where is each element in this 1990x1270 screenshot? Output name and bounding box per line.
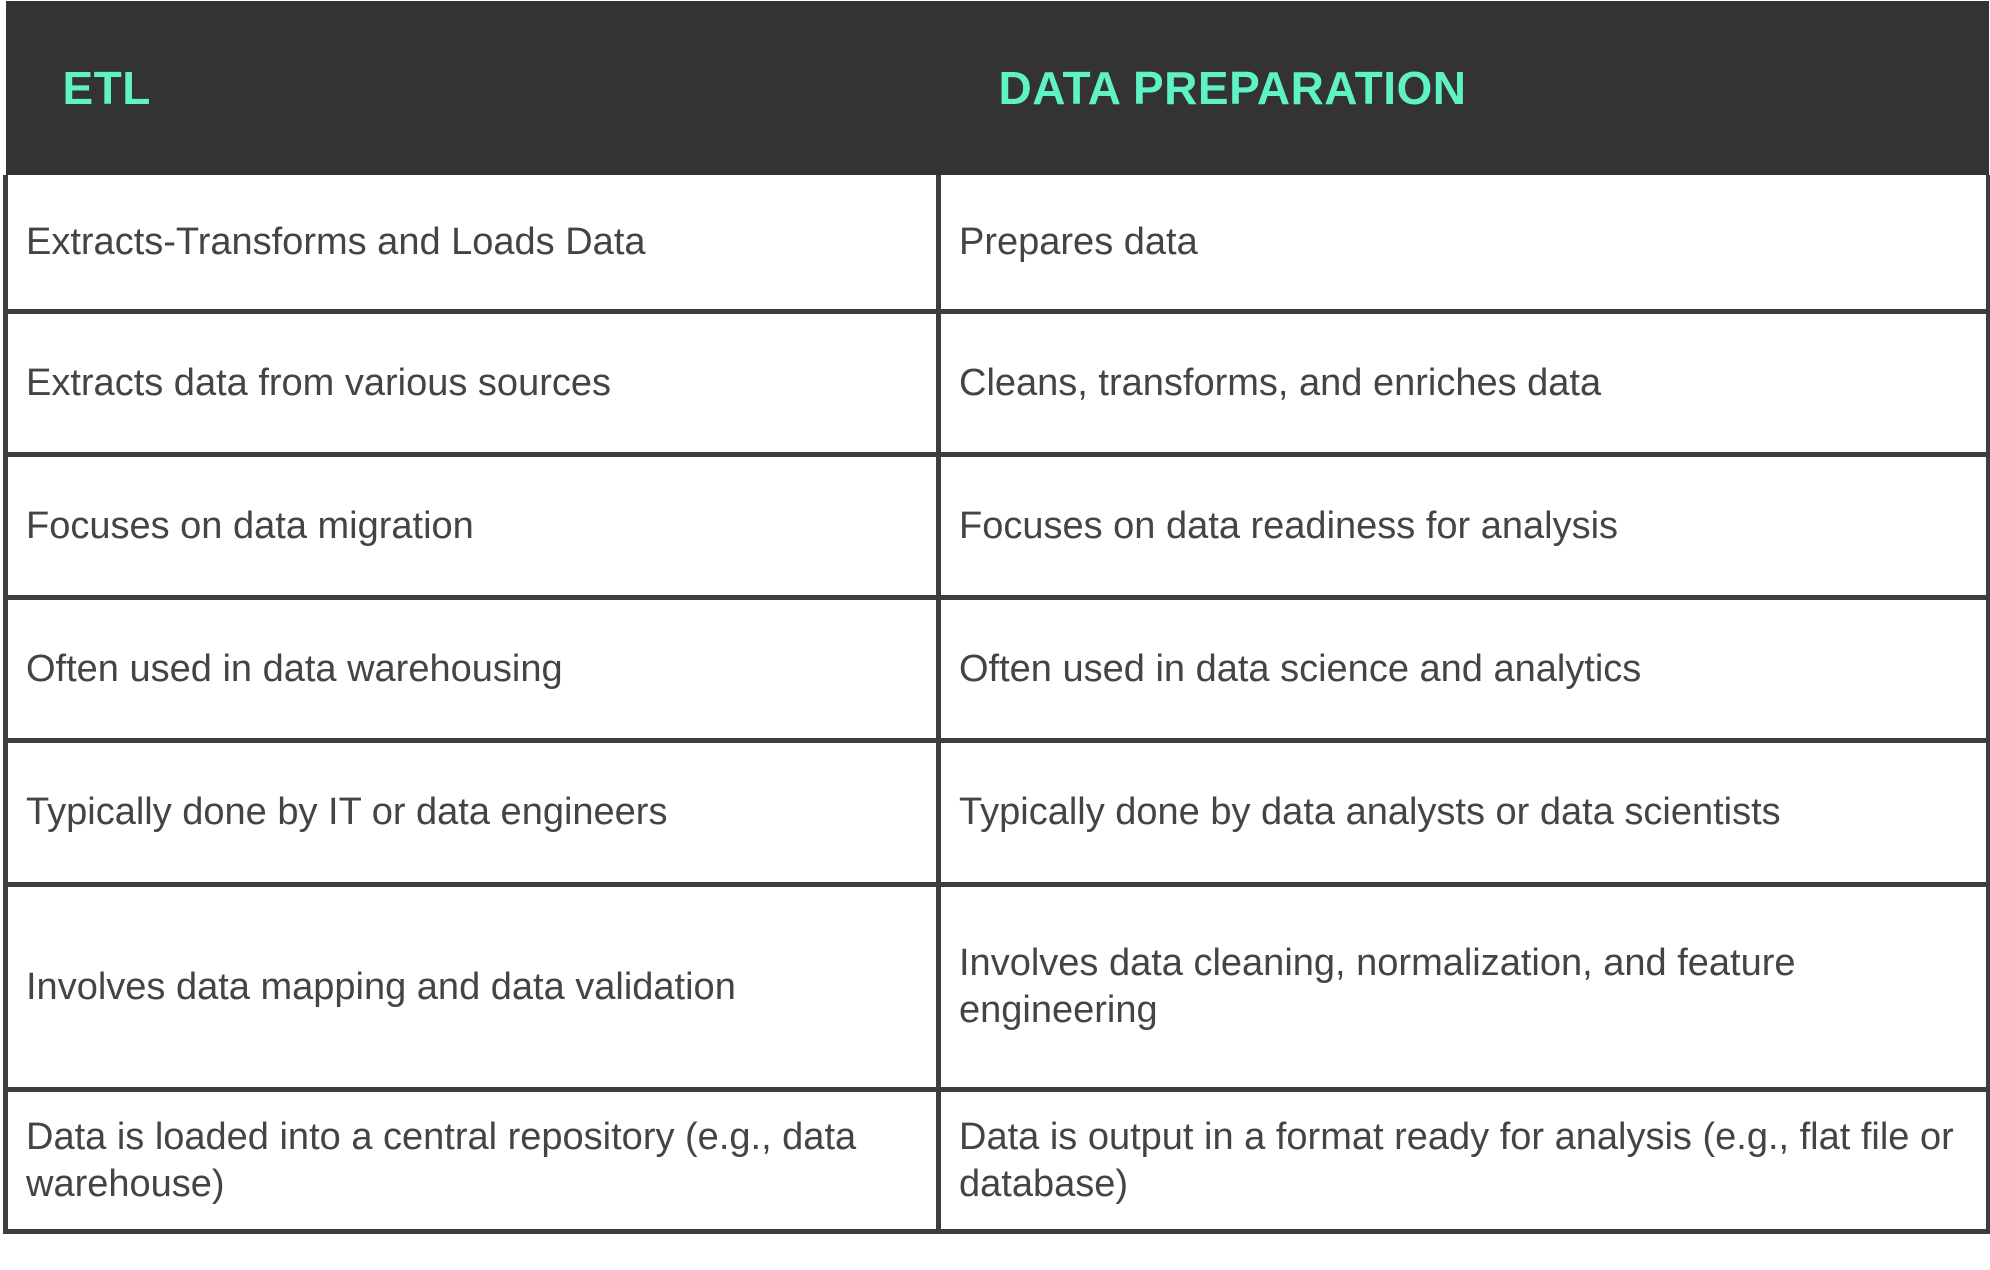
header-data-preparation: DATA PREPARATION <box>939 1 1989 175</box>
header-row <box>6 1 1989 175</box>
data-preparation-cell: Often used in data science and analytics <box>939 598 1989 741</box>
table-row <box>6 312 1989 455</box>
table-row <box>6 598 1989 741</box>
etl-cell: Often used in data warehousing <box>6 598 939 741</box>
table-header <box>6 1 1989 175</box>
comparison-table-container <box>3 1 1986 1234</box>
data-preparation-cell: Focuses on data readiness for analysis <box>939 455 1989 598</box>
table-row <box>6 885 1989 1090</box>
etl-cell: Data is loaded into a central repository (e.g., data warehouse) <box>6 1090 939 1232</box>
data-preparation-cell: Typically done by data analysts or data scientists <box>939 741 1989 885</box>
etl-cell: Involves data mapping and data validation <box>6 885 939 1090</box>
header-etl: ETL <box>6 1 939 175</box>
data-preparation-cell: Data is output in a format ready for analysis (e.g., flat file or database) <box>939 1090 1989 1232</box>
etl-cell: Focuses on data migration <box>6 455 939 598</box>
table-row <box>6 741 1989 885</box>
data-preparation-cell: Cleans, transforms, and enriches data <box>939 312 1989 455</box>
data-preparation-cell: Involves data cleaning, normalization, and feature engineering <box>939 885 1989 1090</box>
etl-cell: Extracts-Transforms and Loads Data <box>6 175 939 312</box>
table-body <box>6 175 1989 1232</box>
etl-cell: Extracts data from various sources <box>6 312 939 455</box>
table-row <box>6 455 1989 598</box>
etl-cell: Typically done by IT or data engineers <box>6 741 939 885</box>
data-preparation-cell: Prepares data <box>939 175 1989 312</box>
table-row <box>6 175 1989 312</box>
table-row <box>6 1090 1989 1232</box>
etl-vs-data-preparation-table <box>3 1 1990 1234</box>
